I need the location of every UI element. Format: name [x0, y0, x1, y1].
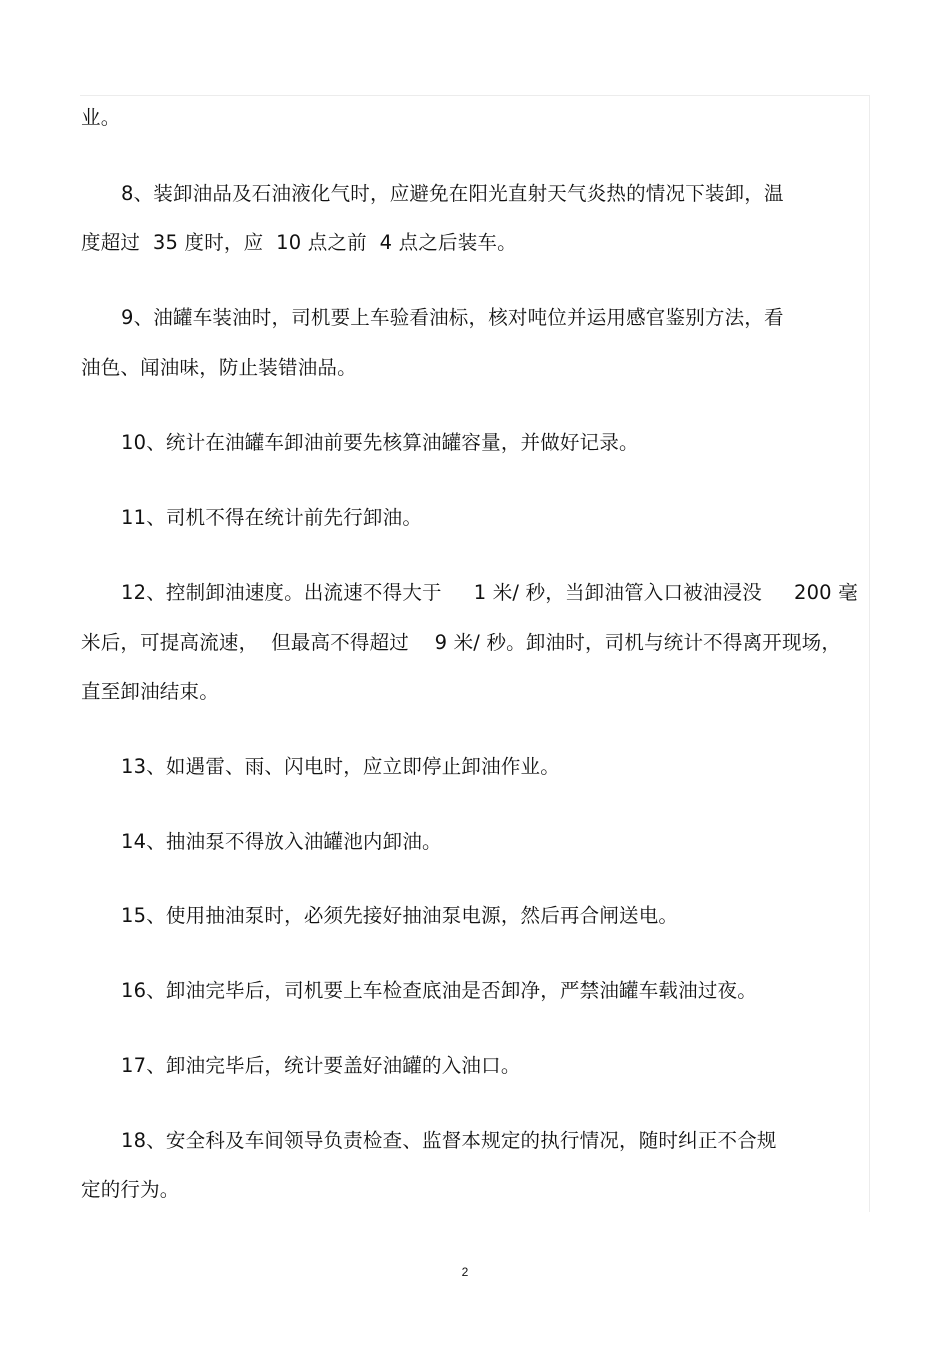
- paragraph-12-line-3: 直至卸油结束。: [81, 680, 219, 703]
- paragraph-15: 15、使用抽油泵时，必须先接好抽油泵电源，然后再合闸送电。: [121, 904, 679, 927]
- paragraph-8-line-2: 度超过 35 度时，应 10 点之前 4 点之后装车。: [81, 231, 517, 254]
- paragraph-10: 10、统计在油罐车卸油前要先核算油罐容量，并做好记录。: [121, 431, 639, 454]
- paragraph-14: 14、抽油泵不得放入油罐池内卸油。: [121, 830, 442, 853]
- paragraph-12-line-2: 米后，可提高流速， 但最高不得超过 9 米/ 秒。卸油时，司机与统计不得离开现场，: [81, 631, 842, 654]
- page-border-top: [80, 95, 870, 96]
- paragraph-17: 17、卸油完毕后，统计要盖好油罐的入油口。: [121, 1054, 521, 1077]
- paragraph-8-line-1: 8、装卸油品及石油液化气时，应避免在阳光直射天气炎热的情况下装卸，温: [121, 182, 784, 205]
- paragraph-16: 16、卸油完毕后，司机要上车检查底油是否卸净，严禁油罐车载油过夜。: [121, 979, 757, 1002]
- page-number: 2: [461, 1265, 469, 1279]
- paragraph-18-line-2: 定的行为。: [81, 1178, 180, 1201]
- page-border-right: [869, 95, 870, 1212]
- paragraph-13: 13、如遇雷、雨、闪电时，应立即停止卸油作业。: [121, 755, 560, 778]
- paragraph-7-continuation: 业。: [81, 106, 121, 129]
- paragraph-18-line-1: 18、安全科及车间领导负责检查、监督本规定的执行情况，随时纠正不合规: [121, 1129, 777, 1152]
- paragraph-12-line-1: 12、控制卸油速度。出流速不得大于 1 米/ 秒，当卸油管入口被油浸没 200 毫: [121, 581, 858, 604]
- paragraph-11: 11、司机不得在统计前先行卸油。: [121, 506, 423, 529]
- paragraph-9-line-2: 油色、闻油味，防止装错油品。: [81, 356, 357, 379]
- paragraph-9-line-1: 9、油罐车装油时，司机要上车验看油标，核对吨位并运用感官鉴别方法，看: [121, 306, 784, 329]
